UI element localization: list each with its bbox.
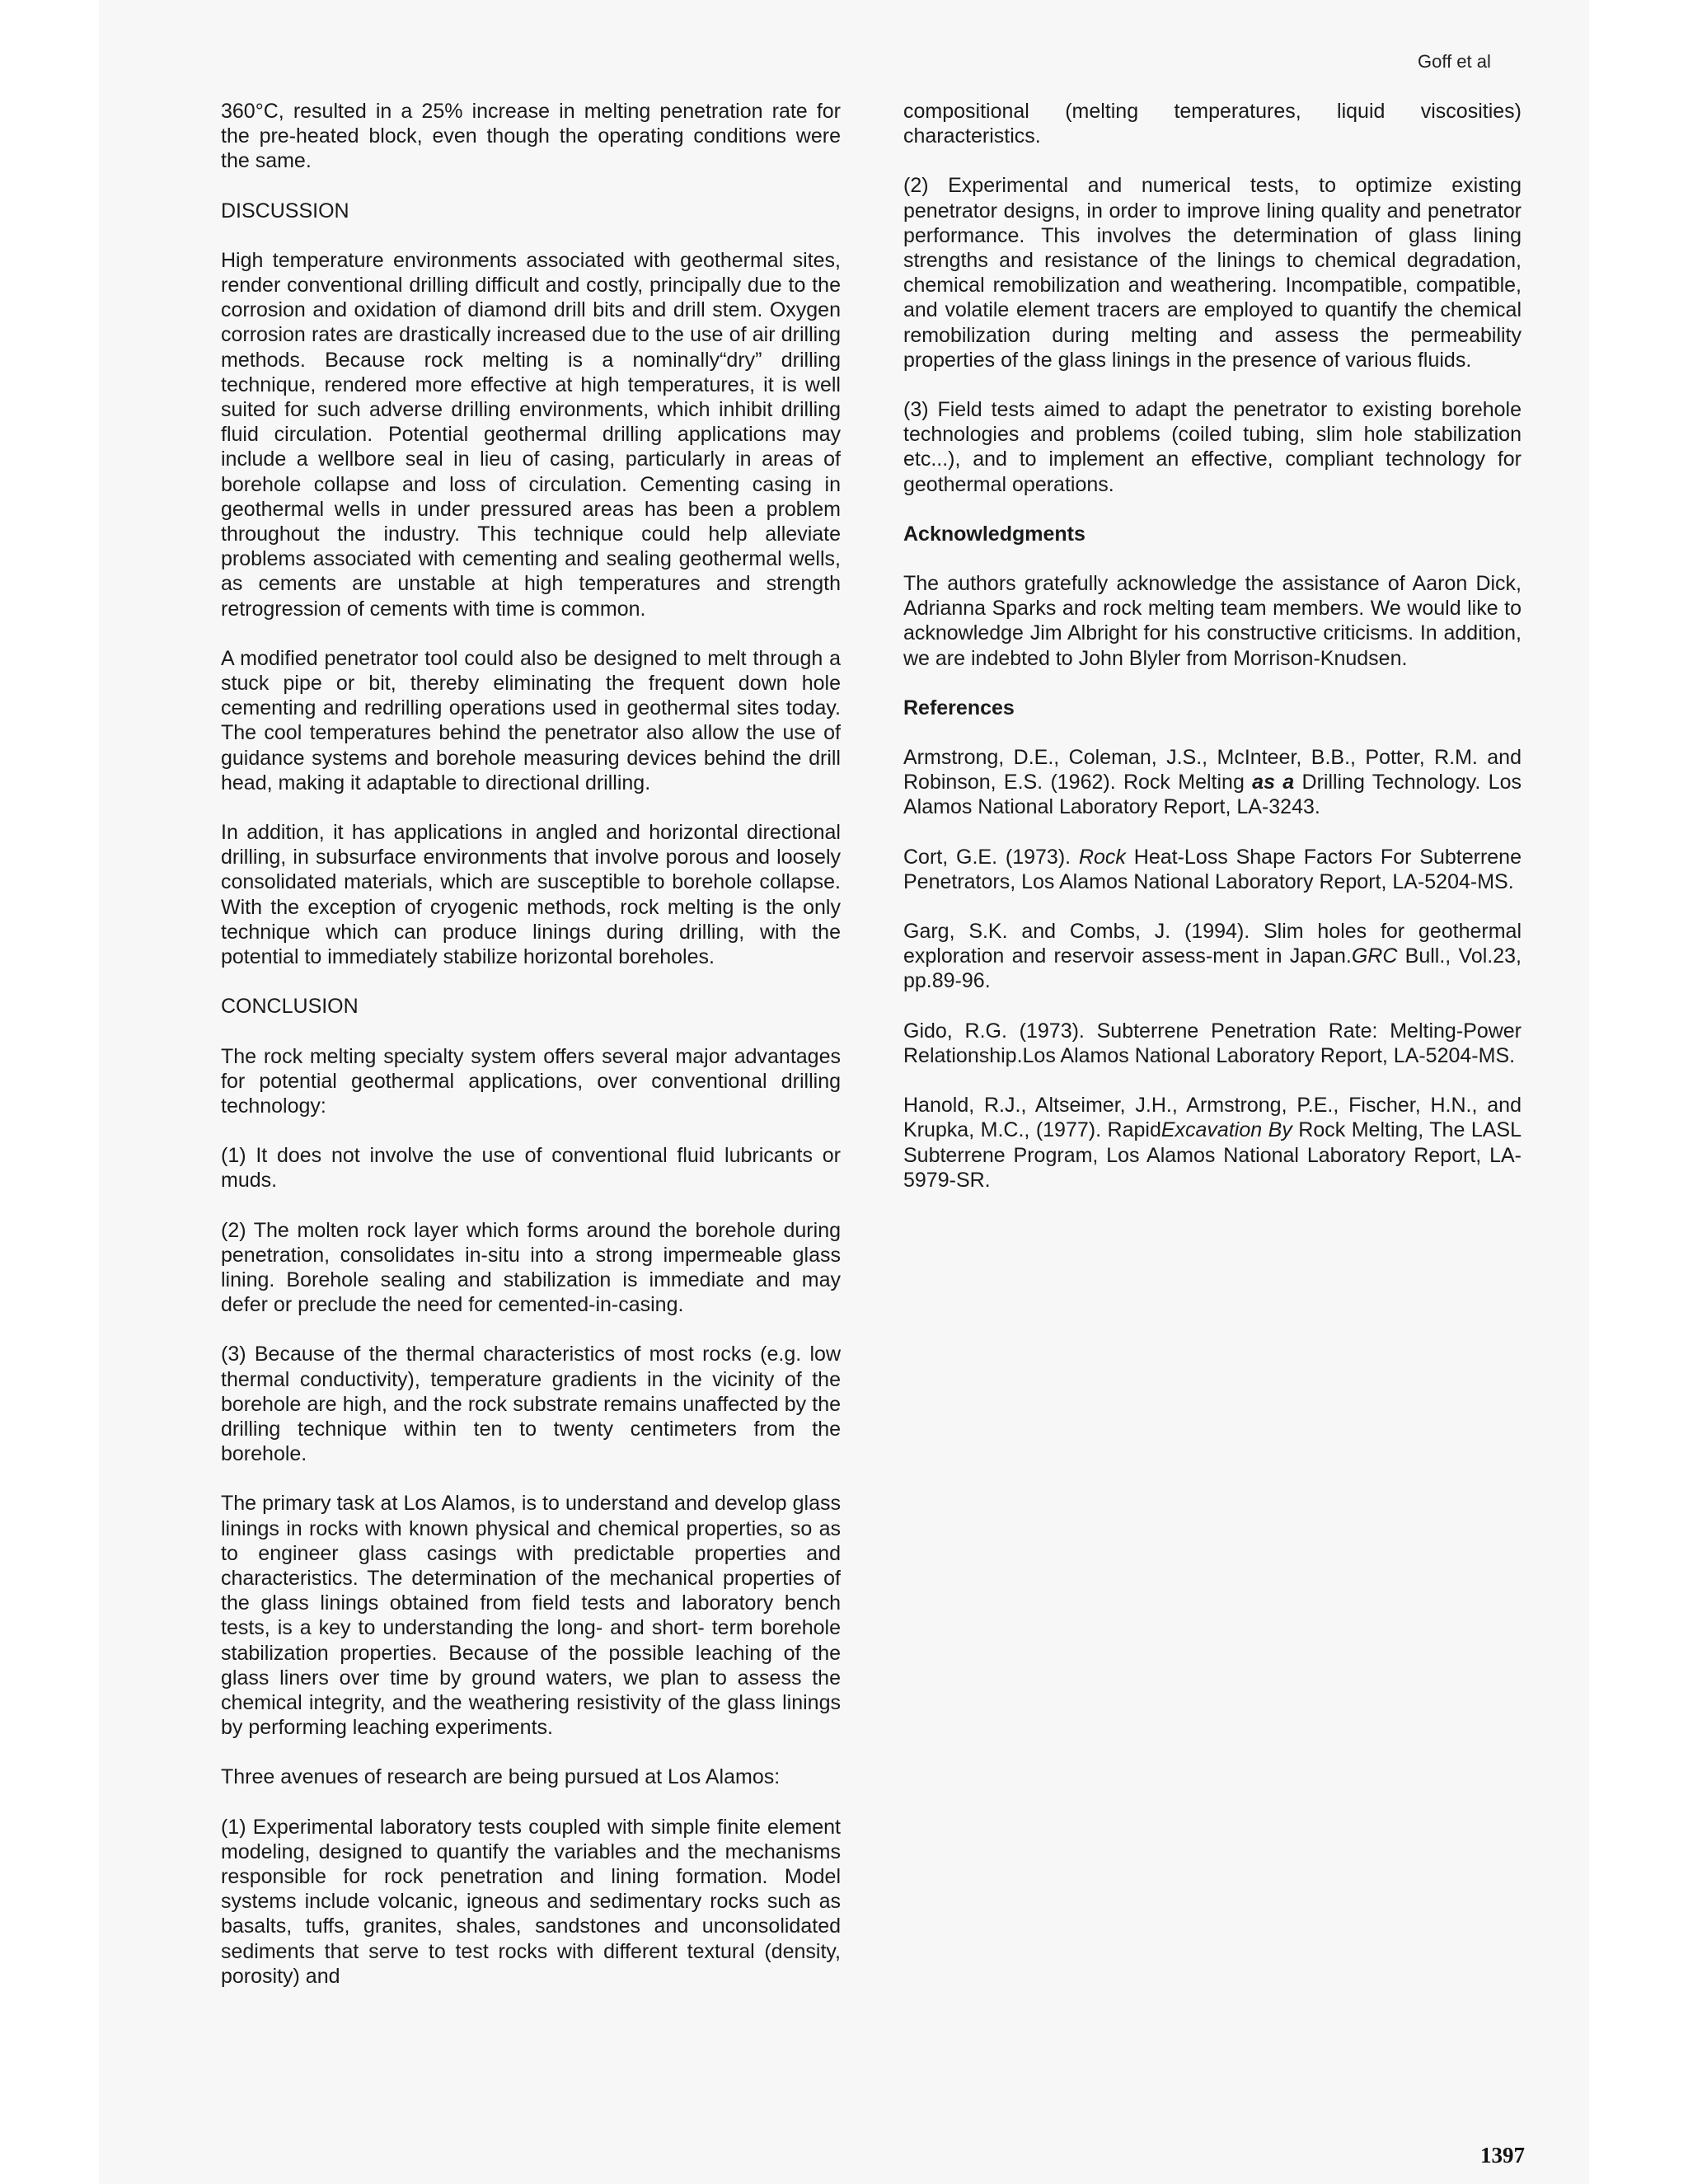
paragraph-conclusion-1: The rock melting specialty system offers several major advantages for potential geothermal applications, over conventional drilling technology:	[221, 1044, 841, 1118]
reference-emphasis: as a	[1252, 771, 1295, 794]
reference-entry	[903, 845, 1522, 894]
paragraph-conclusion-5: The primary task at Los Alamos, is to understand and develop glass linings in rocks with known physical and chemical properties, so as to engineer glass casings with predictable properties and characteristics. The determination of the mechanical properties of the glass linings obtained from field tests and laboratory bench tests, is a key to understanding the long- and short- term borehole stabilization properties. Because of the possible leaching of the glass liners over time by ground waters, we plan to assess the chemical integrity, and the weathering resistivity of the glass linings by performing leaching experiments.	[221, 1492, 841, 1740]
reference-text: Cort, G.E. (1973).	[903, 845, 1079, 869]
paragraph-avenue-2: (2) Experimental and numerical tests, to optimize existing penetrator designs, in order to improve lining quality and penetrator performance. This involves the determination of glass lining strengths and resistance of the linings to chemical degradation, chemical remobilization and weathering. Incompatible, compatible, and volatile element tracers are employed to quantify the chemical remobilization during melting and assess the permeability properties of the glass linings in the presence of various fluids.	[903, 174, 1522, 372]
reference-entry	[903, 1093, 1522, 1193]
reference-emphasis: GRC	[1351, 944, 1398, 968]
paragraph-conclusion-6: Three avenues of research are being pursued at Los Alamos:	[221, 1765, 781, 1789]
reference-emphasis: Excavation By	[1160, 1118, 1292, 1142]
section-heading-acknowledgments: Acknowledgments	[903, 522, 1085, 546]
paragraph-conclusion-7: (1) Experimental laboratory tests coupled with simple finite element modeling, designed to quantify the variables and the mechanisms responsible for rock penetration and lining formation. Model systems include volcanic, igneous and sedimentary rocks such as basalts, tuffs, granites, shales, sandstones and unconsolidated sediments that serve to test rocks with different textural (density, porosity) and	[221, 1815, 841, 1988]
paragraph-avenue-3: (3) Field tests aimed to adapt the penetrator to existing borehole technologies and problems (coiled tubing, slim hole stabilization etc...), and to implement an effective, compliant technology for geothermal operations.	[903, 398, 1522, 496]
reference-entry	[903, 745, 1522, 820]
paragraph-conclusion-3: (2) The molten rock layer which forms around the borehole during penetration, consolidates in-situ into a strong impermeable glass lining. Borehole sealing and stabilization is immediate and may defer or preclude the need for cemented-in-casing.	[221, 1218, 841, 1317]
paragraph-discussion-3: In addition, it has applications in angled and horizontal directional drilling, in subsurface environments that involve porous and loosely consolidated materials, which are susceptible to borehole collapse. With the exception of cryogenic methods, rock melting is the only technique which can produce linings during drilling, with the potential to immediately stabilize horizontal boreholes.	[221, 821, 841, 969]
reference-text: Armstrong, D.E., Coleman, J.S., McInteer, B.B., Potter, R.M. and Robinson, E.S. (1962). Rock Melting	[903, 746, 1522, 794]
running-head: Goff et al	[1418, 51, 1491, 72]
paragraph-conclusion-4: (3) Because of the thermal characteristics of most rocks (e.g. low thermal conductivity), temperature gradients in the vicinity of the borehole are high, and the rock substrate remains unaffected by the drilling technique within ten to twenty centimeters from the borehole.	[221, 1343, 841, 1466]
page-number: 1397	[1480, 2143, 1525, 2168]
reference-text: Drilling Technology. Los Alamos National Laboratory Report, LA-3243.	[903, 771, 1522, 819]
section-heading-discussion: DISCUSSION	[221, 199, 349, 223]
section-heading-conclusion: CONCLUSION	[221, 995, 359, 1019]
reference-text: Garg, S.K. and Combs, J. (1994). Slim holes for geothermal exploration and reservoir assess-ment in Japan.	[903, 920, 1522, 968]
paragraph-conclusion-2: (1) It does not involve the use of conventional fluid lubricants or muds.	[221, 1144, 841, 1193]
right-column	[903, 99, 1522, 1217]
reference-entry	[903, 919, 1522, 994]
left-column	[221, 99, 841, 2013]
paragraph-intro-tail: 360°C, resulted in a 25% increase in melting penetration rate for the pre-heated block, even though the operating conditions were the same.	[221, 100, 841, 173]
paragraph-discussion-1: High temperature environments associated with geothermal sites, render conventional drilling difficult and costly, principally due to the corrosion and oxidation of diamond drill bits and drill stem. Oxygen corrosion rates are drastically increased due to the use of air drilling methods. Because rock melting is a nominally“dry” drilling technique, rendered more effective at high temperatures, it is well suited for such adverse drilling environments, which inhibit drilling fluid circulation. Potential geothermal drilling applications may include a wellbore seal in lieu of casing, particularly in areas of borehole collapse and loss of circulation. Cementing casing in geothermal wells in under pressured areas has been a problem throughout the industry. This technique could help alleviate problems associated with cementing and sealing geothermal wells, as cements are unstable at high temperatures and strength retrogression of cements with time is common.	[221, 248, 841, 621]
reference-text: Bull., Vol.23, pp.89-96.	[903, 944, 1522, 993]
reference-emphasis: Rock	[1078, 845, 1126, 869]
reference-text: Hanold, R.J., Altseimer, J.H., Armstrong, P.E., Fischer, H.N., and Krupka, M.C., (1977). Rapid	[903, 1094, 1522, 1142]
paragraph-discussion-2: A modified penetrator tool could also be designed to melt through a stuck pipe or bit, thereby eliminating the frequent down hole cementing and redrilling operations used in geothermal sites today. The cool temperatures behind the penetrator also allow the use of guidance systems and borehole measuring devices behind the drill head, making it adaptable to directional drilling.	[221, 646, 841, 794]
section-heading-references: References	[903, 696, 1015, 719]
paragraph-continued: compositional (melting temperatures, liquid viscosities) characteristics.	[903, 100, 1522, 148]
reference-entry	[903, 1019, 1522, 1068]
paragraph-acknowledgments: The authors gratefully acknowledge the assistance of Aaron Dick, Adrianna Sparks and rock melting team members. We would like to acknowledge Jim Albright for his constructive criticisms. In addition, we are indebted to John Blyler from Morrison-Knudsen.	[903, 572, 1522, 670]
reference-text: Heat-Loss Shape Factors For Subterrene Penetrators, Los Alamos National Laboratory Report, LA-5204-MS.	[903, 845, 1522, 893]
reference-text: Rock Melting, The LASL Subterrene Program, Los Alamos National Laboratory Report, LA-5979-SR.	[903, 1118, 1522, 1192]
reference-text: Gido, R.G. (1973). Subterrene Penetration Rate: Melting-Power Relationship.Los Alamos National Laboratory Report, LA-5204-MS.	[903, 1019, 1522, 1067]
